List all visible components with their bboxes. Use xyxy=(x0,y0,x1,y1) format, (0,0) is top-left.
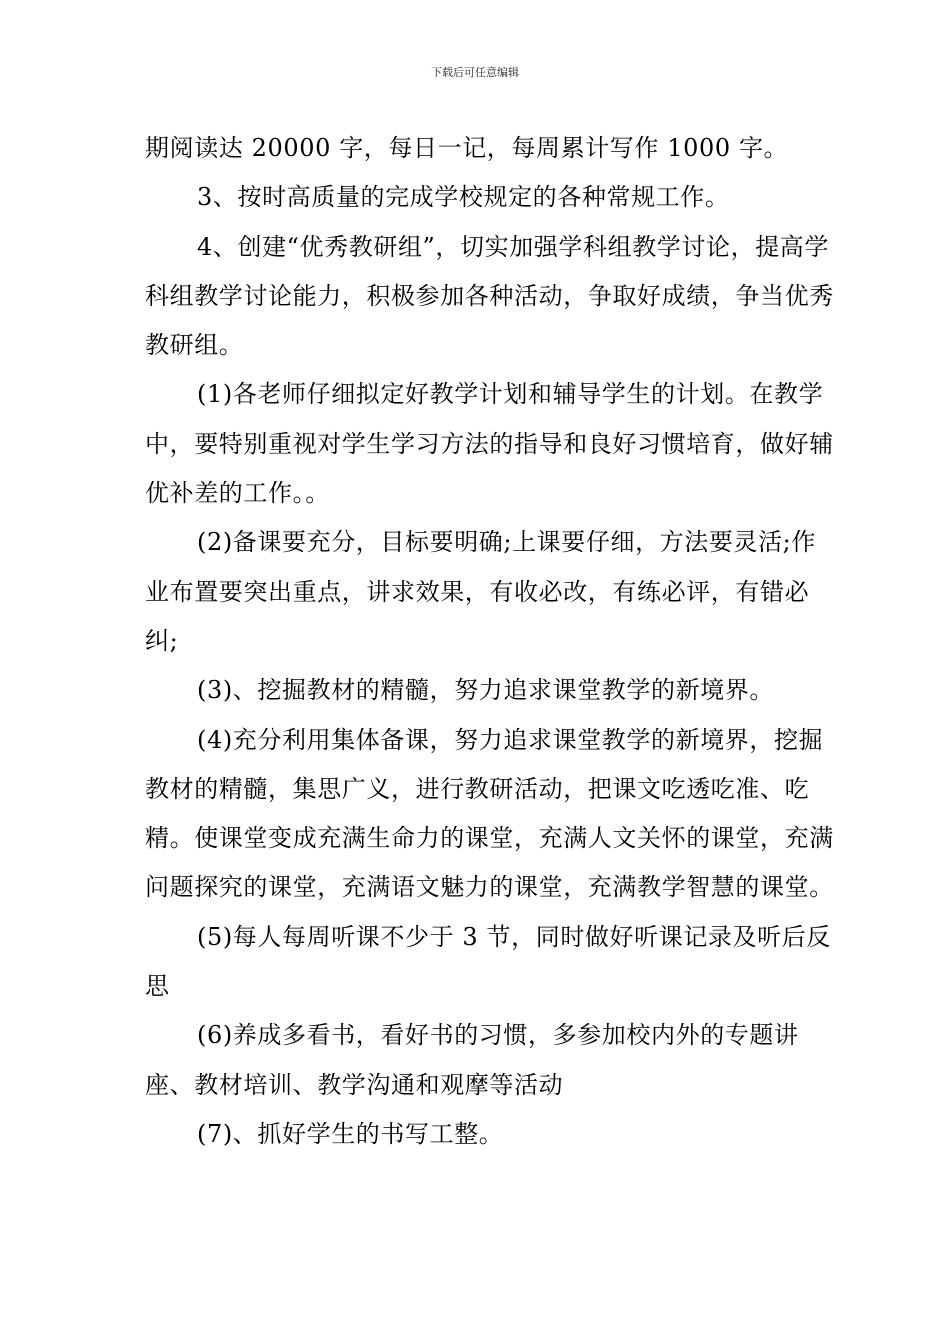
paragraph-sub-2: (2)备课要充分，目标要明确;上课要仔细，方法要灵活;作业布置要突出重点，讲求效果，有收必改，有练必评，有错必纠; xyxy=(145,528,816,655)
paragraph-sub-6: (6)养成多看书，看好书的习惯，多参加校内外的专题讲座、教材培训、教学沟通和观摩等活动 xyxy=(145,1021,799,1099)
paragraph-sub-1: (1)各老师仔细拟定好教学计划和辅导学生的计划。在教学中，要特别重视对学生学习方法的指导和良好习惯培育，做好辅优补差的工作。。 xyxy=(145,380,834,508)
paragraph-item-3: 3、按时高质量的完成学校规定的各种常规工作。 xyxy=(197,183,730,212)
paragraph-sub-7: (7)、抓好学生的书写工整。 xyxy=(197,1119,504,1148)
paragraph-sub-5: (5)每人每周听课不少于 3 节，同时做好听课记录及听后反思 xyxy=(145,922,831,1001)
paragraph-reading-goal: 期阅读达 20000 字，每日一记，每周累计写作 1000 字。 xyxy=(145,134,789,162)
document-body xyxy=(145,124,835,1159)
paragraph-sub-4: (4)充分利用集体备课，努力追求课堂教学的新境界，挖掘教材的精髓，集思广义，进行教研活动，把课文吃透吃准、吃精。使课堂变成充满生命力的课堂，充满人文关怀的课堂，充满问题探究的课堂，充满语文魅力的课堂，充满教学智慧的课堂。 xyxy=(145,725,834,902)
page-header-note: 下载后可任意编辑 xyxy=(431,66,519,79)
paragraph-sub-3: (3)、挖掘教材的精髓，努力追求课堂教学的新境界。 xyxy=(197,676,774,705)
paragraph-item-4: 4、创建“优秀教研组”，切实加强学科组教学讨论，提高学科组教学讨论能力，积极参加各种活动，争取好成绩，争当优秀教研组。 xyxy=(145,232,834,360)
